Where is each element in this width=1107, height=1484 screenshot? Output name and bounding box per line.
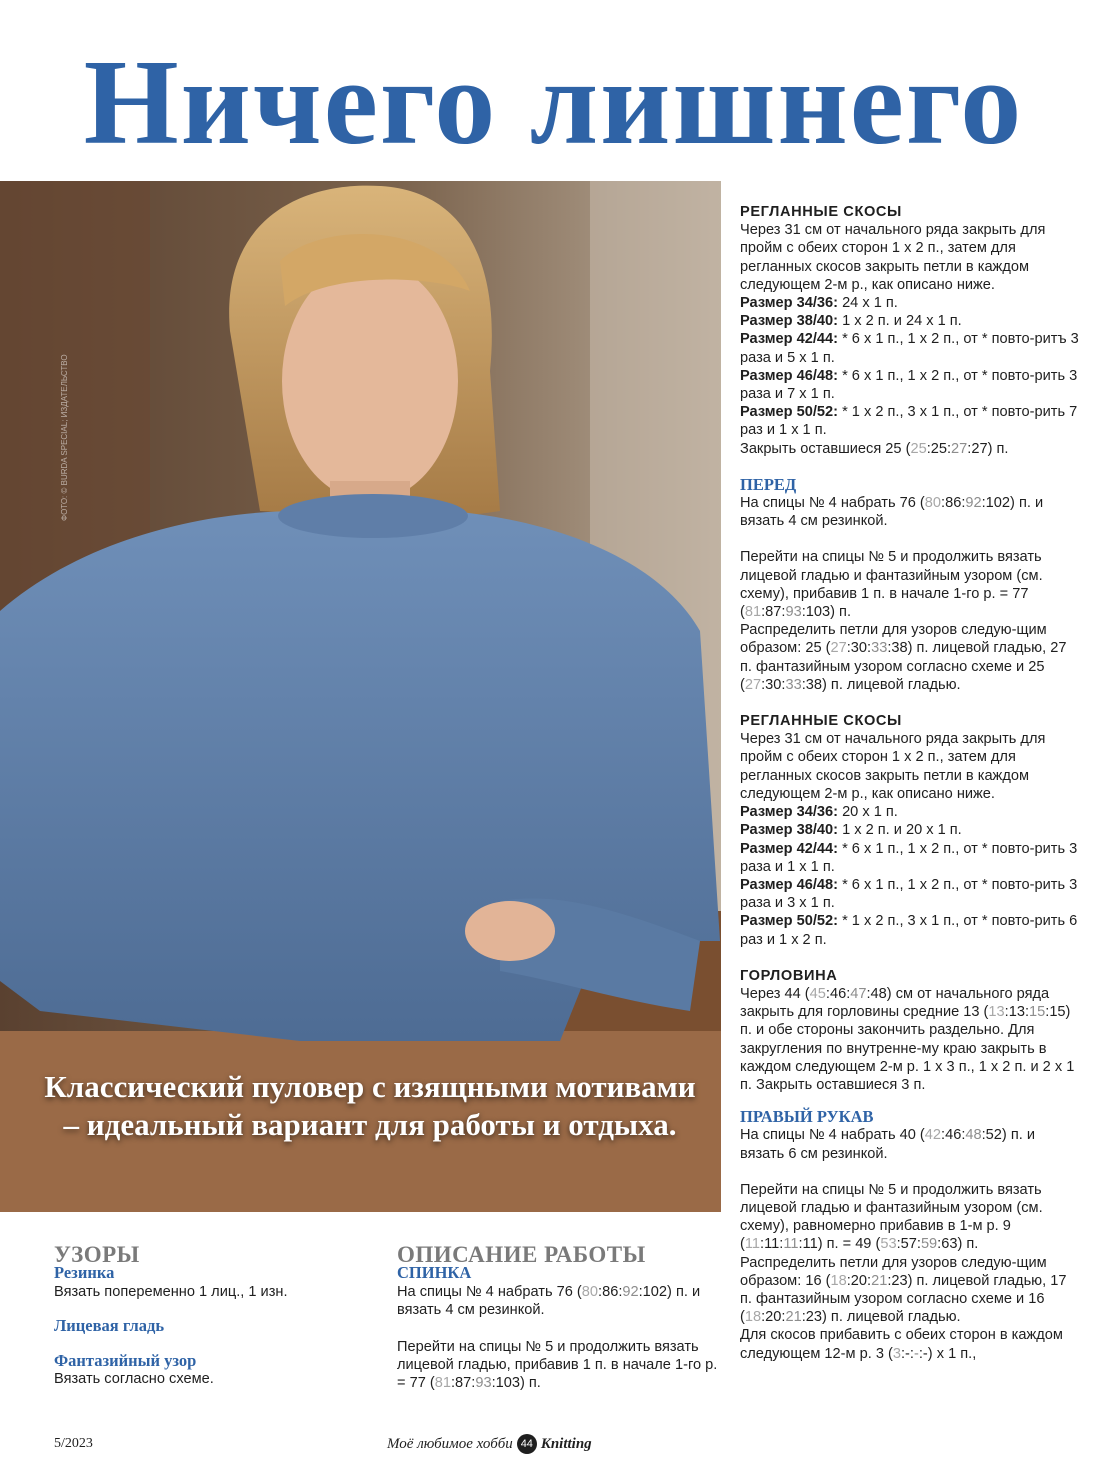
- footer-magazine: [387, 1434, 592, 1454]
- back-p2: Перейти на спицы № 5 и продолжить вязать лицевой гладью, прибавив 1 п. в начале 1-го р. = 77 (81:87:93:103) п.: [397, 1338, 718, 1392]
- raglan-back-heading: РЕГЛАННЫЕ СКОСЫ: [740, 204, 902, 220]
- raglan-back-text: Через 31 см от начального ряда закрыть для пройм с обеих сторон 1 х 2 п., затем для регланных скосов закрыть петли в каждом следующем 2-м р., как описано ниже.: [740, 222, 1046, 293]
- hero-photo: [0, 181, 721, 1212]
- pattern-text: Вязать попеременно 1 лиц., 1 изн.: [54, 1283, 288, 1300]
- sleeve-p2: Перейти на спицы № 5 и продолжить вязать лицевой гладью и фантазийным узором (см. схему), равномерно прибавив в 1-м р. 9 (11:11:11:11) п. = 49 (53:57:59:63) п.: [740, 1181, 1043, 1253]
- page-number: 44: [517, 1434, 537, 1454]
- patterns-heading: УЗОРЫ: [54, 1242, 140, 1267]
- sleeve-heading: ПРАВЫЙ РУКАВ: [740, 1107, 874, 1127]
- neck-text: Через 44 (45:46:47:48) см от начального ряда закрыть для горловины средние 13 (13:13:15:15) п. и обе стороны закончить раздельно. Для закругления по внутренне-му краю закрыть в каждом следующем 2-м р. 1 х 3 п., 1 х 2 п. и 2 х 1 п. Закрыть оставшиеся 3 п.: [740, 985, 1075, 1093]
- issue-number: 5/2023: [54, 1436, 93, 1451]
- size-line: Размер 38/40: 1 х 2 п. и 24 х 1 п.: [740, 313, 962, 330]
- neck-heading: ГОРЛОВИНА: [740, 967, 838, 984]
- size-line: Размер 50/52: * 1 х 2 п., 3 х 1 п., от * повто-рить 7 раз и 1 х 1 п.: [740, 404, 1078, 439]
- sleeve-p3: Распределить петли для узоров следую-щим образом: 16 (18:20:21:23) п. лицевой гладью, 17 п. фантазийным узором согласно схеме и 16 (18:20:21:23) п. лицевой гладью.: [740, 1254, 1067, 1326]
- photo-caption: Классический пуловер с изящными мотивами – идеальный вариант для работы и отдыха.: [44, 1069, 696, 1142]
- pattern-title: Лицевая гладь: [54, 1316, 165, 1336]
- description-heading: ОПИСАНИЕ РАБОТЫ: [397, 1242, 646, 1267]
- pattern-title: Резинка: [54, 1263, 115, 1283]
- sleeve-p1: На спицы № 4 набрать 40 (42:46:48:52) п. и вязать 6 см резинкой.: [740, 1127, 1035, 1162]
- close-line: Закрыть оставшиеся 25 (25:25:27:27) п.: [740, 440, 1009, 457]
- size-line: Размер 42/44: * 6 х 1 п., 1 х 2 п., от * повто-рить 3 раза и 1 х 1 п.: [740, 840, 1078, 875]
- raglan-front-heading: РЕГЛАННЫЕ СКОСЫ: [740, 713, 902, 730]
- photo-credit: ФОТО: © BURDA SPECIAL; ИЗДАТЕЛЬСТВО: [60, 354, 69, 521]
- description-column: [397, 1242, 722, 1393]
- photo-illustration: [0, 181, 721, 1212]
- page-title: Ничего лишнего: [83, 35, 1024, 170]
- size-line: Размер 38/40: 1 х 2 п. и 20 х 1 п.: [740, 822, 962, 839]
- brand-name: Knitting: [540, 1435, 592, 1452]
- size-line: Размер 46/48: * 6 х 1 п., 1 х 2 п., от * повто-рить 3 раза и 3 х 1 п.: [740, 876, 1078, 912]
- magazine-name: Моё любимое хобби: [387, 1435, 513, 1452]
- size-line: Размер 46/48: * 6 х 1 п., 1 х 2 п., от * повто-рить 3 раза и 7 х 1 п.: [740, 367, 1078, 403]
- pattern-text: Вязать согласно схеме.: [54, 1371, 214, 1388]
- back-heading: СПИНКА: [397, 1263, 472, 1283]
- pattern-title: Фантазийный узор: [54, 1350, 197, 1370]
- right-column: [740, 203, 1080, 1363]
- patterns-column: [54, 1242, 364, 1388]
- size-line: Размер 34/36: 24 х 1 п.: [740, 295, 898, 312]
- front-p1: На спицы № 4 набрать 76 (80:86:92:102) п. и вязать 4 см резинкой.: [740, 495, 1044, 530]
- front-p3: Распределить петли для узоров следую-щим образом: 25 (27:30:33:38) п. лицевой гладью, 27 п. фантазийным узором согласно схеме и 25 (27:30:33:38) п. лицевой гладью.: [740, 622, 1067, 693]
- size-line: Размер 34/36: 20 х 1 п.: [740, 804, 898, 821]
- size-line: Размер 50/52: * 1 х 2 п., 3 х 1 п., от * повто-рить 6 раз и 1 х 2 п.: [740, 913, 1078, 948]
- sleeve-p4: Для скосов прибавить с обеих сторон в каждом следующем 12-м р. 3 (3:-:-:-) х 1 п.,: [740, 1327, 1063, 1362]
- front-heading: ПЕРЕД: [740, 474, 797, 494]
- size-line: Размер 42/44: * 6 х 1 п., 1 х 2 п., от * повто-ритъ 3 раза и 5 х 1 п.: [740, 331, 1079, 366]
- raglan-front-text: Через 31 см от начального ряда закрыть для пройм с обеих сторон 1 х 2 п., затем для регланных скосов закрыть петли в каждом следующем 2-м р., как описано ниже.: [740, 731, 1046, 802]
- back-p1: На спицы № 4 набрать 76 (80:86:92:102) п. и вязать 4 см резинкой.: [397, 1283, 701, 1319]
- front-p2: Перейти на спицы № 5 и продолжить вязать лицевой гладью и фантазийным узором (см. схему), прибавив 1 п. в начале 1-го р. = 77 (81:87:93:103) п.: [740, 549, 1043, 621]
